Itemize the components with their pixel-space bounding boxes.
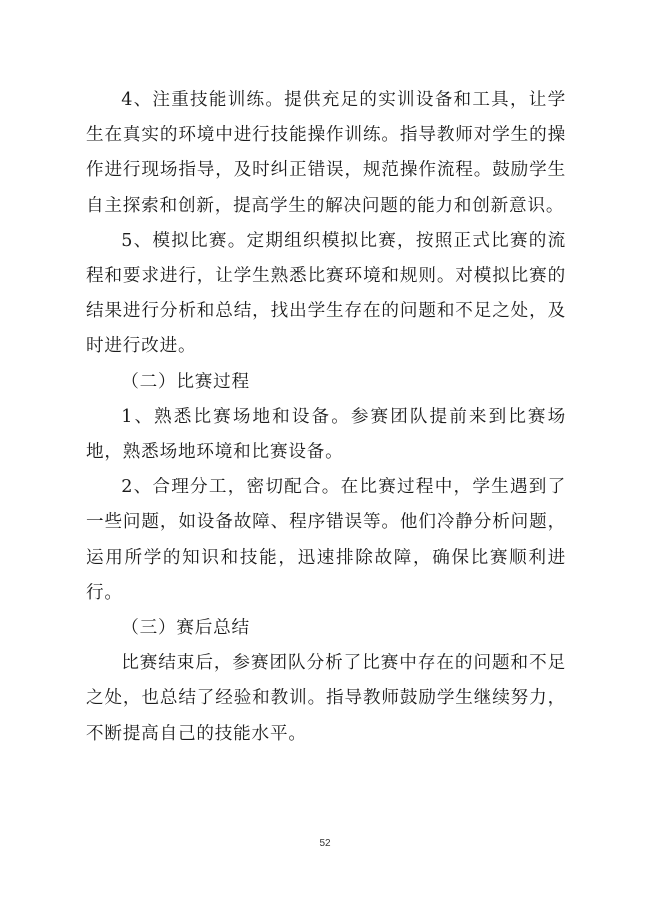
document-body bbox=[86, 83, 566, 752]
section-heading-competition-process: （二）比赛过程 bbox=[121, 371, 250, 392]
paragraph-summary: 比赛结束后，参赛团队分析了比赛中存在的问题和不足之处，也总结了经验和教训。指导教师鼓励学生继续努力，不断提高自己的技能水平。 bbox=[86, 653, 566, 744]
section-heading-post-competition-summary: （三）赛后总结 bbox=[121, 618, 250, 639]
paragraph-skill-training: 4、注重技能训练。提供充足的实训设备和工具，让学生在真实的环境中进行技能操作训练。指导教师对学生的操作进行现场指导，及时纠正错误，规范操作流程。鼓励学生自主探索和创新，提高学生的解决问题的能力和创新意识。 bbox=[86, 90, 566, 216]
paragraph-mock-competition: 5、模拟比赛。定期组织模拟比赛，按照正式比赛的流程和要求进行，让学生熟悉比赛环境和规则。对模拟比赛的结果进行分析和总结，找出学生存在的问题和不足之处，及时进行改进。 bbox=[86, 230, 566, 357]
paragraph-division-of-labor: 2、合理分工，密切配合。在比赛过程中，学生遇到了一些问题，如设备故障、程序错误等。他们冷静分析问题，运用所学的知识和技能，迅速排除故障，确保比赛顺利进行。 bbox=[86, 477, 566, 603]
paragraph-familiarize-venue: 1、熟悉比赛场地和设备。参赛团队提前来到比赛场地，熟悉场地环境和比赛设备。 bbox=[86, 406, 566, 463]
page-number: 52 bbox=[319, 838, 331, 849]
